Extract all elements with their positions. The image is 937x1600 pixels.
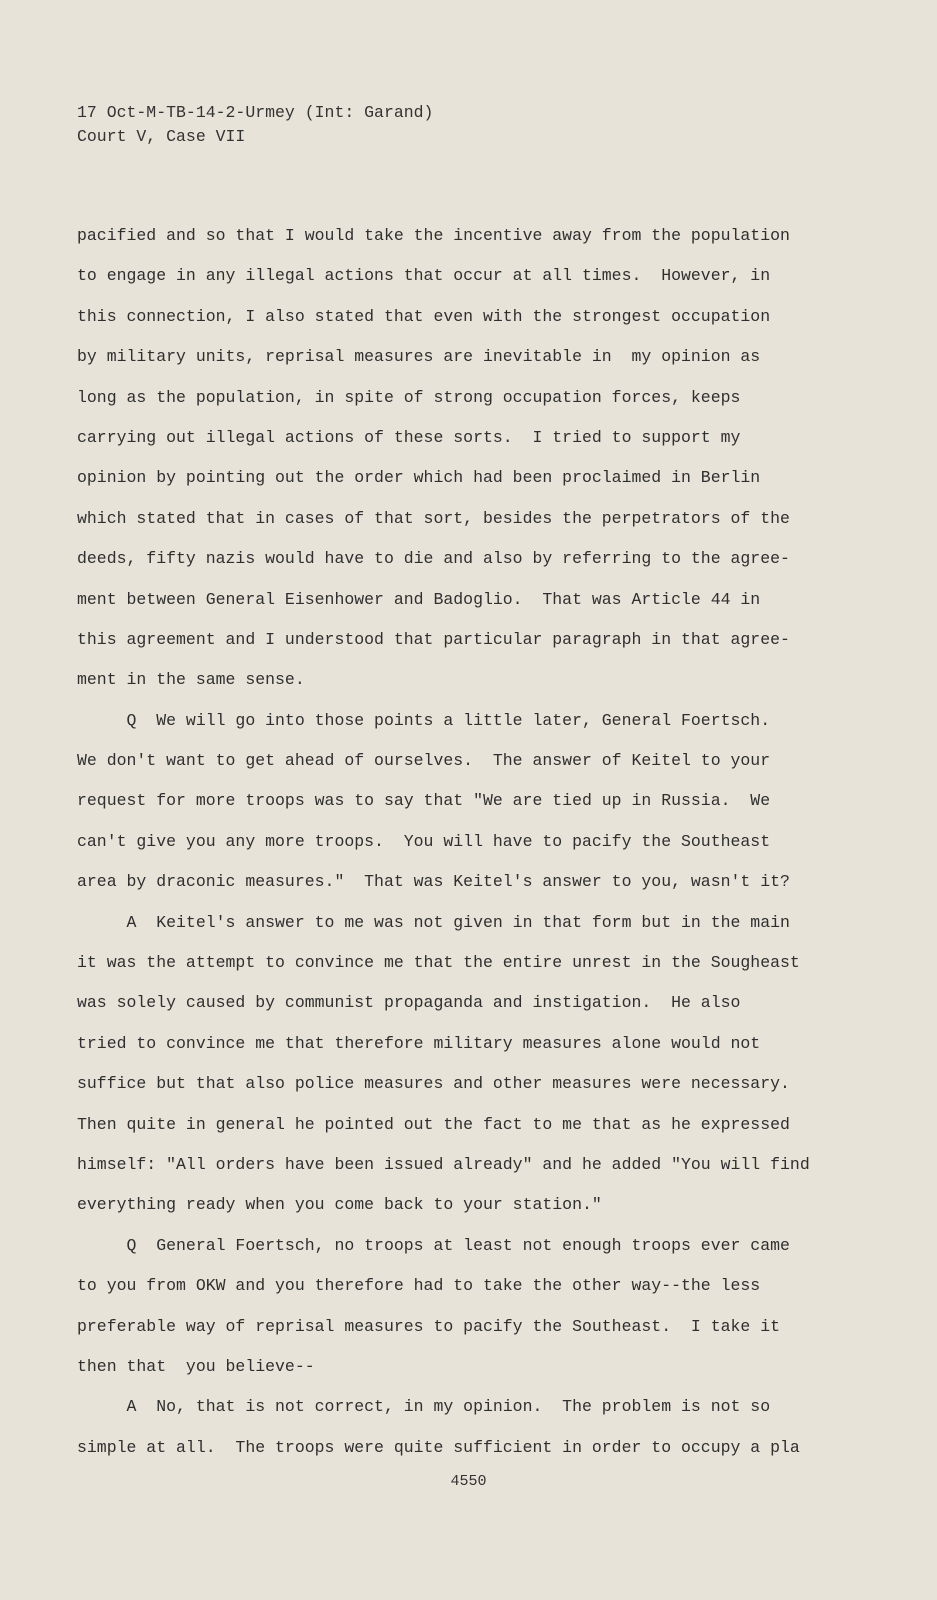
- transcript-line: suffice but that also police measures and other measures were necessary.: [77, 1074, 790, 1094]
- transcript-line: We don't want to get ahead of ourselves. The answer of Keitel to your: [77, 751, 771, 771]
- transcript-line: by military units, reprisal measures are inevitable in my opinion as: [77, 347, 761, 367]
- transcript-line: this connection, I also stated that even with the strongest occupation: [77, 306, 771, 326]
- transcript-line: which stated that in cases of that sort, besides the perpetrators of the: [77, 508, 790, 528]
- transcript-line: request for more troops was to say that "We are tied up in Russia. We: [77, 791, 771, 811]
- document-header: [77, 101, 433, 149]
- transcript-line: opinion by pointing out the order which had been proclaimed in Berlin: [77, 468, 761, 488]
- header-court-line: Court V, Case VII: [77, 127, 246, 146]
- transcript-line: Then quite in general he pointed out the fact to me that as he expressed: [77, 1114, 790, 1134]
- transcript-line: Q We will go into those points a little later, General Foertsch.: [77, 710, 771, 730]
- transcript-line: Q General Foertsch, no troops at least not enough troops ever came: [77, 1235, 790, 1255]
- transcript-line: pacified and so that I would take the incentive away from the population: [77, 226, 790, 245]
- transcript-line: A Keitel's answer to me was not given in that form but in the main: [77, 912, 790, 932]
- transcript-line: to you from OKW and you therefore had to take the other way--the less: [77, 1276, 761, 1296]
- transcript-line: himself: "All orders have been issued already" and he added "You will find: [77, 1154, 810, 1174]
- transcript-line: to engage in any illegal actions that occur at all times. However, in: [77, 266, 771, 286]
- transcript-line: ment in the same sense.: [77, 670, 305, 690]
- transcript-line: simple at all. The troops were quite sufficient in order to occupy a pla: [77, 1437, 800, 1457]
- transcript-line: tried to convince me that therefore military measures alone would not: [77, 1033, 761, 1053]
- transcript-line: was solely caused by communist propaganda and instigation. He also: [77, 993, 741, 1013]
- transcript-line: A No, that is not correct, in my opinion. The problem is not so: [77, 1397, 771, 1417]
- header-session-line: 17 Oct-M-TB-14-2-Urmey (Int: Garand): [77, 103, 434, 122]
- transcript-line: preferable way of reprisal measures to pacify the Southeast. I take it: [77, 1316, 781, 1336]
- transcript-line: ment between General Eisenhower and Badoglio. That was Article 44 in: [77, 589, 761, 609]
- transcript-body: [77, 216, 847, 1468]
- transcript-line: can't give you any more troops. You will have to pacify the Southeast: [77, 831, 771, 851]
- transcript-line: it was the attempt to convince me that the entire unrest in the Sougheast: [77, 953, 800, 973]
- transcript-line: carrying out illegal actions of these sorts. I tried to support my: [77, 427, 741, 447]
- page-number: 4550: [450, 1473, 487, 1490]
- transcript-line: this agreement and I understood that particular paragraph in that agree-: [77, 629, 790, 649]
- transcript-line: deeds, fifty nazis would have to die and also by referring to the agree-: [77, 549, 790, 569]
- transcript-line: everything ready when you come back to your station.": [77, 1195, 602, 1215]
- transcript-line: long as the population, in spite of strong occupation forces, keeps: [77, 387, 741, 407]
- transcript-line: area by draconic measures." That was Keitel's answer to you, wasn't it?: [77, 872, 790, 892]
- transcript-line: then that you believe--: [77, 1356, 315, 1376]
